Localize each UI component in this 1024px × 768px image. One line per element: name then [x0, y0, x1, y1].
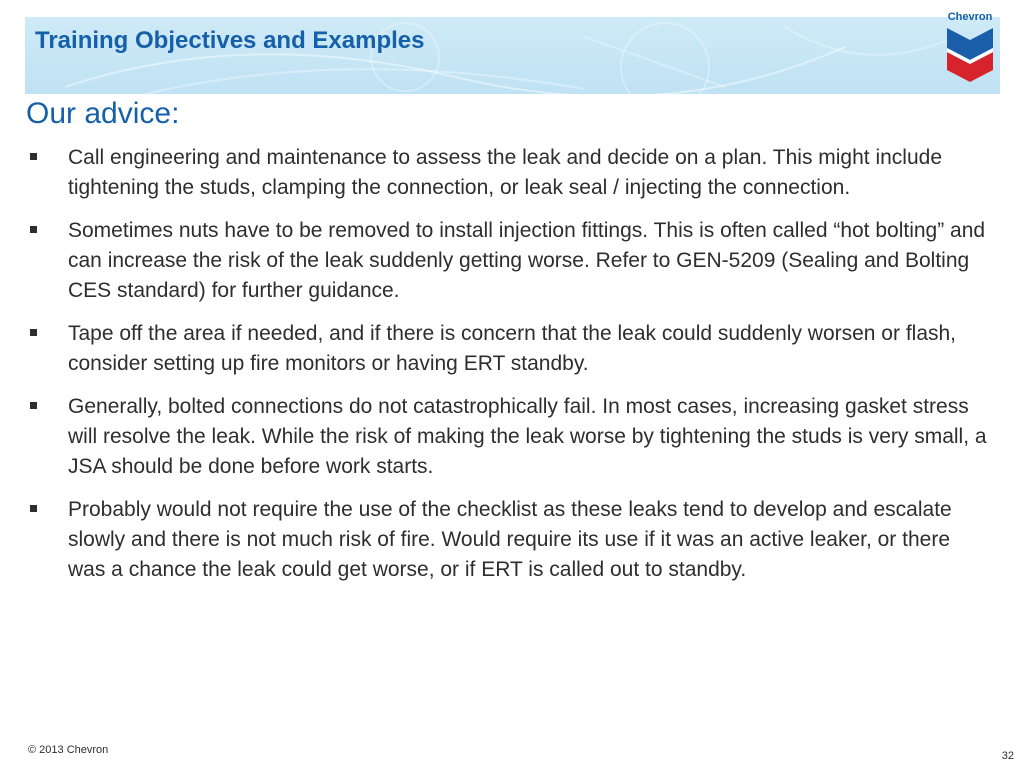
square-bullet-icon: [30, 153, 37, 160]
section-heading: Our advice:: [26, 97, 180, 130]
advice-list: [30, 143, 990, 598]
chevron-logo: [942, 11, 998, 85]
square-bullet-icon: [30, 505, 37, 512]
list-item: [30, 392, 990, 482]
list-item-text: Call engineering and maintenance to assess the leak and decide on a plan. This might include tightening the studs, clamping the connection, or leak seal / injecting the connection.: [68, 146, 943, 199]
list-item-text: Generally, bolted connections do not catastrophically fail. In most cases, increasing gasket stress will resolve the leak. While the risk of making the leak worse by tightening the studs is very small, a JSA should be done before work starts.: [68, 395, 987, 478]
list-item-text: Sometimes nuts have to be removed to install injection fittings. This is often called “hot bolting” and can increase the risk of the leak suddenly getting worse. Refer to GEN-5209 (Sealing and Bolting CES standard) for further guidance.: [68, 219, 986, 302]
page-number: 32: [1001, 750, 1014, 762]
logo-wordmark: Chevron: [947, 11, 993, 23]
header-band: [25, 17, 1000, 94]
copyright-notice: © 2013 Chevron: [28, 744, 109, 756]
square-bullet-icon: [30, 402, 37, 409]
square-bullet-icon: [30, 226, 37, 233]
chevron-icon: [945, 26, 995, 82]
list-item-text: Tape off the area if needed, and if there is concern that the leak could suddenly worsen or flash, consider setting up fire monitors or having ERT standby.: [68, 322, 957, 375]
list-item: [30, 216, 990, 306]
list-item-text: Probably would not require the use of the checklist as these leaks tend to develop and escalate slowly and there is not much risk of fire. Would require its use if it was an active leaker, or there was a chance the leak could get worse, or if ERT is called out to standby.: [68, 498, 952, 581]
list-item: [30, 495, 990, 585]
square-bullet-icon: [30, 329, 37, 336]
list-item: [30, 143, 990, 203]
slide-title: Training Objectives and Examples: [35, 27, 425, 54]
list-item: [30, 319, 990, 379]
